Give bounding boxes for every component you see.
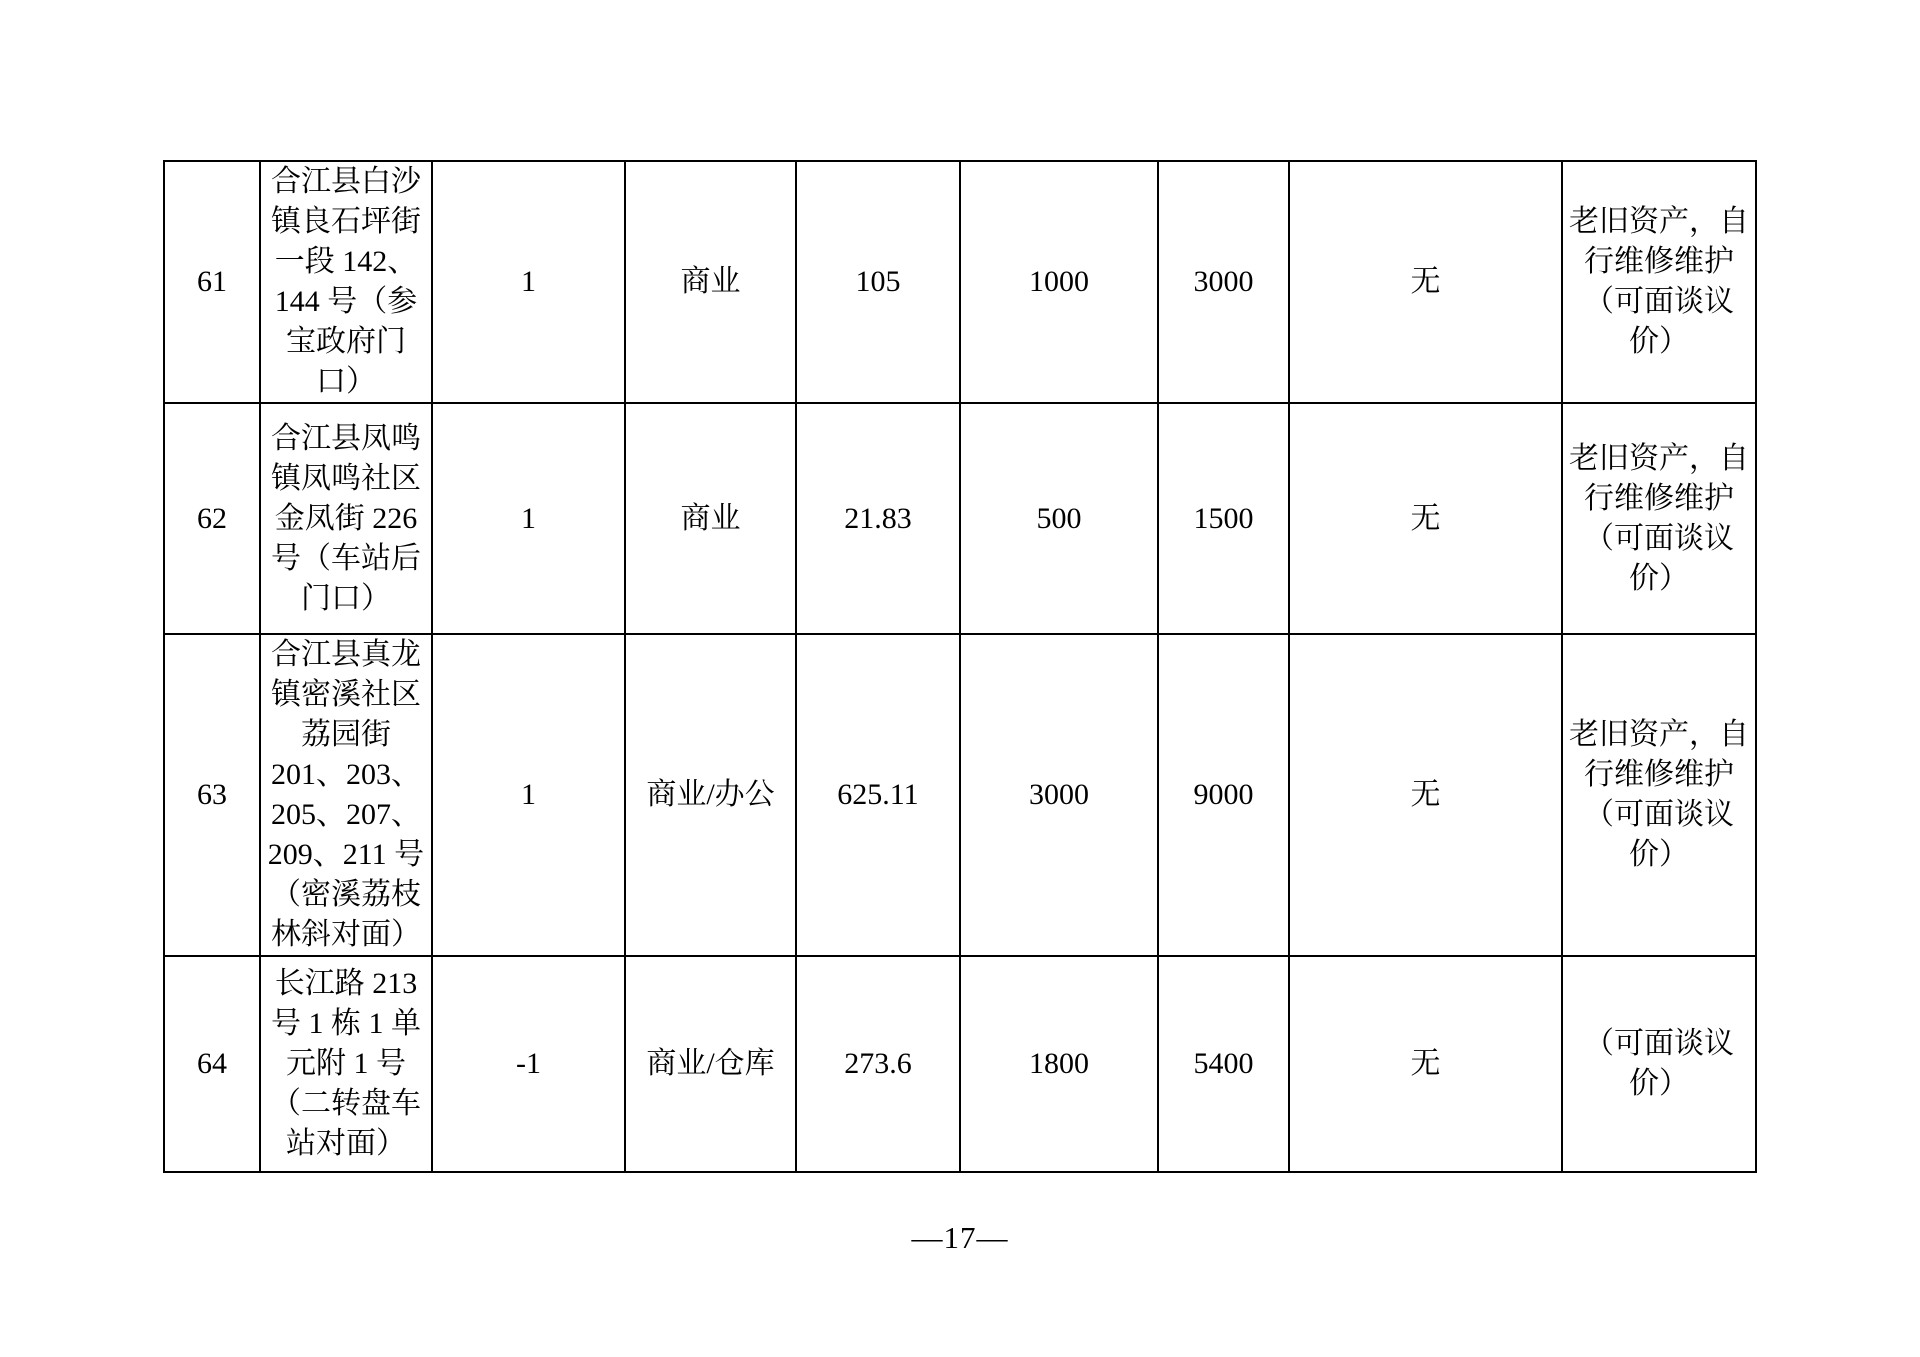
cell-annual-price: 3000	[1158, 161, 1289, 403]
cell-area: 105	[796, 161, 960, 403]
cell-remark: 老旧资产，自行维修维护（可面谈议价）	[1562, 403, 1756, 634]
cell-remark: 老旧资产，自行维修维护（可面谈议价）	[1562, 634, 1756, 956]
cell-seq: 63	[164, 634, 260, 956]
cell-remark: 老旧资产，自行维修维护（可面谈议价）	[1562, 161, 1756, 403]
cell-remark: （可面谈议价）	[1562, 956, 1756, 1172]
cell-monthly-price: 3000	[960, 634, 1158, 956]
asset-listing-table	[163, 160, 1757, 1173]
cell-encumbrance: 无	[1289, 403, 1562, 634]
cell-encumbrance: 无	[1289, 161, 1562, 403]
cell-address: 合江县真龙镇密溪社区荔园街 201、203、205、207、209、211 号（密溪荔枝林斜对面）	[260, 634, 432, 956]
cell-area: 273.6	[796, 956, 960, 1172]
table-row	[164, 161, 1756, 403]
cell-quantity: -1	[432, 956, 625, 1172]
cell-annual-price: 1500	[1158, 403, 1289, 634]
cell-area: 21.83	[796, 403, 960, 634]
cell-usage: 商业	[625, 161, 796, 403]
cell-quantity: 1	[432, 403, 625, 634]
cell-usage: 商业/办公	[625, 634, 796, 956]
table-row	[164, 956, 1756, 1172]
cell-quantity: 1	[432, 161, 625, 403]
cell-encumbrance: 无	[1289, 634, 1562, 956]
cell-seq: 62	[164, 403, 260, 634]
cell-seq: 61	[164, 161, 260, 403]
cell-usage: 商业/仓库	[625, 956, 796, 1172]
cell-monthly-price: 500	[960, 403, 1158, 634]
cell-annual-price: 9000	[1158, 634, 1289, 956]
page-number: —17—	[911, 1220, 1009, 1255]
table-row	[164, 403, 1756, 634]
cell-monthly-price: 1800	[960, 956, 1158, 1172]
cell-seq: 64	[164, 956, 260, 1172]
cell-address: 合江县白沙镇良石坪街一段 142、144 号（参宝政府门口）	[260, 161, 432, 403]
cell-quantity: 1	[432, 634, 625, 956]
cell-address: 长江路 213 号 1 栋 1 单元附 1 号（二转盘车站对面）	[260, 956, 432, 1172]
cell-address: 合江县凤鸣镇凤鸣社区金凤街 226 号（车站后门口）	[260, 403, 432, 634]
table-row	[164, 634, 1756, 956]
cell-annual-price: 5400	[1158, 956, 1289, 1172]
cell-monthly-price: 1000	[960, 161, 1158, 403]
cell-area: 625.11	[796, 634, 960, 956]
cell-encumbrance: 无	[1289, 956, 1562, 1172]
cell-usage: 商业	[625, 403, 796, 634]
